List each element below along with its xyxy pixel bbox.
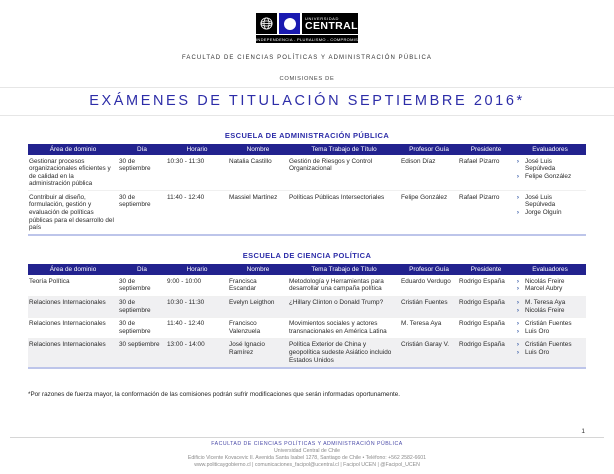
evaluator-item xyxy=(515,307,582,315)
evaluator-name: Cristián Fuentes xyxy=(525,320,572,328)
cell-tema: Política Exterior de China y geopolítica sudeste Asiático incluido Estados Unidos xyxy=(288,338,400,367)
cell-area: Relaciones Internacionales xyxy=(28,317,118,338)
section-title: ESCUELA DE ADMINISTRACIÓN PÚBLICA xyxy=(224,131,390,140)
footer xyxy=(0,441,614,470)
commission-table xyxy=(28,264,586,368)
evaluator-item xyxy=(515,209,582,217)
chevron-right-icon: › xyxy=(516,320,520,328)
column-header: Presidente xyxy=(458,144,514,155)
cell-evaluadores xyxy=(514,296,586,317)
cell-presidente: Rodrigo España xyxy=(458,275,514,296)
logo-tagline: INDEPENDENCIA - PLURALISMO - COMPROMISO xyxy=(256,36,362,42)
column-header: Nombre xyxy=(228,264,288,275)
table-row xyxy=(28,275,586,296)
logo-wordmark xyxy=(302,13,358,34)
faculty-heading: FACULTAD DE CIENCIAS POLÍTICAS Y ADMINISTRACIÓN PÚBLICA xyxy=(181,55,433,61)
cell-presidente: Rafael Pizarro xyxy=(459,193,500,201)
evaluator-name: Luis Oro xyxy=(525,327,550,335)
cell-area: Contribuir al diseño, formulación, gestión y evaluación de políticas públicas para el desarrollo del país xyxy=(29,193,114,232)
cell-dia: 30 de septiembre xyxy=(118,155,166,191)
evaluator-item xyxy=(515,278,582,286)
section-title: ESCUELA DE CIENCIA POLÍTICA xyxy=(242,251,372,261)
evaluator-name: José Luis Sepúlveda xyxy=(525,193,556,209)
cell-horario: 9:00 - 10:00 xyxy=(166,275,228,296)
cell-tema: Movimientos sociales y actores transnacionales en América Latina xyxy=(288,317,400,338)
cell-tema: ¿Hillary Clinton o Donald Trump? xyxy=(288,296,400,317)
cell-dia: 30 de septiembre xyxy=(119,193,151,209)
cell-area: Teoría Política xyxy=(28,275,118,296)
cell-area: Gestionar procesos organizacionales eficientes y de calidad en la administración pública xyxy=(28,155,118,191)
cell-horario: 10:30 - 11:30 xyxy=(166,155,228,191)
chevron-right-icon: › xyxy=(516,209,520,217)
cell-horario: 13:00 - 14:00 xyxy=(166,338,228,367)
evaluator-item xyxy=(515,194,582,209)
pretitle: COMISIONES DE xyxy=(279,76,335,82)
cell-presidente: Rodrigo España xyxy=(458,338,514,367)
column-header: Profesor Guía xyxy=(400,264,458,275)
column-header: Horario xyxy=(166,264,228,275)
cell-profesor: Cristián Garay V. xyxy=(400,338,458,367)
cell-horario: 11:40 - 12:40 xyxy=(167,193,205,201)
school-section xyxy=(0,131,614,236)
chevron-right-icon: › xyxy=(516,341,520,349)
chevron-right-icon: › xyxy=(516,327,520,335)
column-header: Tema Trabajo de Título xyxy=(288,264,400,275)
cell-nombre: Francisca Escandar xyxy=(228,275,288,296)
cell-tema: Metodología y Herramientas para desarrollar una campaña política xyxy=(288,275,400,296)
cell-profesor: Eduardo Verdugo xyxy=(400,275,458,296)
evaluator-item xyxy=(515,173,582,181)
table-row xyxy=(28,191,586,235)
table-row xyxy=(28,338,586,367)
footer-divider xyxy=(10,437,604,438)
cell-horario: 10:30 - 11:30 xyxy=(166,296,228,317)
cell-profesor: Edison Díaz xyxy=(400,155,458,191)
evaluator-item xyxy=(515,299,582,307)
table-header-row xyxy=(28,264,586,275)
column-header: Área de dominio xyxy=(28,144,118,155)
column-header: Presidente xyxy=(458,264,514,275)
footer-address: Edificio Vicente Kovacevic II. Avenida Santa Isabel 1278, Santiago de Chile • Teléfono: +562 2582-6601 xyxy=(187,455,427,461)
cell-profesor: M. Teresa Aya xyxy=(400,317,458,338)
chevron-right-icon: › xyxy=(516,157,520,165)
cell-horario: 11:40 - 12:40 xyxy=(166,317,228,338)
evaluator-item xyxy=(515,320,582,328)
university-logo xyxy=(256,13,362,43)
column-header: Evaluadores xyxy=(514,264,586,275)
cell-evaluadores xyxy=(514,317,586,338)
column-header: Horario xyxy=(166,144,228,155)
cell-area: Relaciones Internacionales xyxy=(28,296,118,317)
cell-dia: 30 de septiembre xyxy=(118,317,166,338)
evaluator-name: Jorge Olguín xyxy=(525,209,562,217)
footer-university: Universidad Central de Chile xyxy=(273,448,341,454)
table-row xyxy=(28,155,586,191)
evaluator-name: Marcel Aubry xyxy=(525,285,563,293)
chevron-right-icon: › xyxy=(516,299,520,307)
logo-row xyxy=(256,13,358,34)
cell-presidente: Rafael Pizarro xyxy=(458,155,514,191)
logo-circle-icon xyxy=(279,13,300,34)
cell-profesor: Felipe González xyxy=(401,193,448,201)
table-row xyxy=(28,317,586,338)
footer-links: www.politicaygobierno.cl | comunicaciones_facipol@ucentral.cl | Facipol UCEN | @Facipol_UCEN xyxy=(194,462,420,468)
cell-presidente: Rodrigo España xyxy=(458,317,514,338)
logo-universidad-text: UNIVERSIDAD xyxy=(305,15,339,21)
chevron-right-icon: › xyxy=(516,349,520,356)
cell-evaluadores xyxy=(514,191,586,235)
cell-tema: Gestión de Riesgos y Control Organizacional xyxy=(288,155,400,191)
page-number: 1 xyxy=(581,428,585,435)
page-title: EXÁMENES DE TITULACIÓN SEPTIEMBRE 2016* xyxy=(89,93,525,109)
table-header-row xyxy=(28,144,586,155)
cell-evaluadores xyxy=(514,338,586,367)
evaluator-item xyxy=(515,349,582,357)
evaluator-name: M. Teresa Aya xyxy=(525,299,566,307)
cell-nombre: José Ignacio Ramírez xyxy=(228,338,288,367)
footer-faculty: FACULTAD DE CIENCIAS POLÍTICAS Y ADMINISTRACIÓN PÚBLICA xyxy=(211,440,403,447)
cell-profesor: Cristián Fuentes xyxy=(400,296,458,317)
cell-tema: Políticas Públicas Intersectoriales xyxy=(289,193,385,201)
column-header: Tema Trabajo de Título xyxy=(288,144,400,155)
column-header: Día xyxy=(118,144,166,155)
school-section xyxy=(0,251,614,368)
evaluator-item xyxy=(515,341,582,349)
column-header: Profesor Guía xyxy=(400,144,458,155)
globe-icon xyxy=(256,13,277,34)
commission-table xyxy=(28,144,586,236)
logo-central-text: CENTRAL xyxy=(305,19,358,32)
cell-evaluadores xyxy=(514,155,586,191)
chevron-right-icon: › xyxy=(516,306,520,314)
chevron-right-icon: › xyxy=(516,277,520,285)
cell-dia: 30 septiembre xyxy=(118,338,166,367)
evaluator-item xyxy=(515,328,582,336)
cell-nombre: Francisco Valenzuela xyxy=(228,317,288,338)
cell-presidente: Rodrigo España xyxy=(458,296,514,317)
cell-nombre: Evelyn Leigthon xyxy=(228,296,288,317)
table-row xyxy=(28,296,586,317)
cell-evaluadores xyxy=(514,275,586,296)
title-band xyxy=(0,87,614,116)
cell-area: Relaciones Internacionales xyxy=(28,338,118,367)
column-header: Nombre xyxy=(228,144,288,155)
column-header: Área de dominio xyxy=(28,264,118,275)
footnote: *Por razones de fuerza mayor, la conformación de las comisiones podrán sufrir modificaciones que serán informadas oportunamente. xyxy=(28,390,401,398)
evaluator-name: Nicolás Freire xyxy=(525,306,565,314)
cell-dia: 30 de septiembre xyxy=(118,296,166,317)
chevron-right-icon: › xyxy=(516,172,520,180)
evaluator-name: Cristián Fuentes xyxy=(525,341,572,349)
evaluator-name: José Luis Sepúlveda xyxy=(525,157,556,173)
column-header: Evaluadores xyxy=(514,144,586,155)
evaluator-name: Nicolás Freire xyxy=(525,277,565,285)
chevron-right-icon: › xyxy=(516,285,520,293)
evaluator-item xyxy=(515,285,582,293)
column-header: Día xyxy=(118,264,166,275)
evaluator-name: Luis Oro xyxy=(525,349,550,356)
cell-nombre: Natalia Castillo xyxy=(228,155,288,191)
cell-nombre: Massiel Martínez xyxy=(229,193,278,201)
cell-dia: 30 de septiembre xyxy=(118,275,166,296)
sections-container xyxy=(0,131,614,369)
chevron-right-icon: › xyxy=(516,193,520,201)
evaluator-item xyxy=(515,158,582,173)
evaluator-name: Felipe González xyxy=(525,172,572,180)
